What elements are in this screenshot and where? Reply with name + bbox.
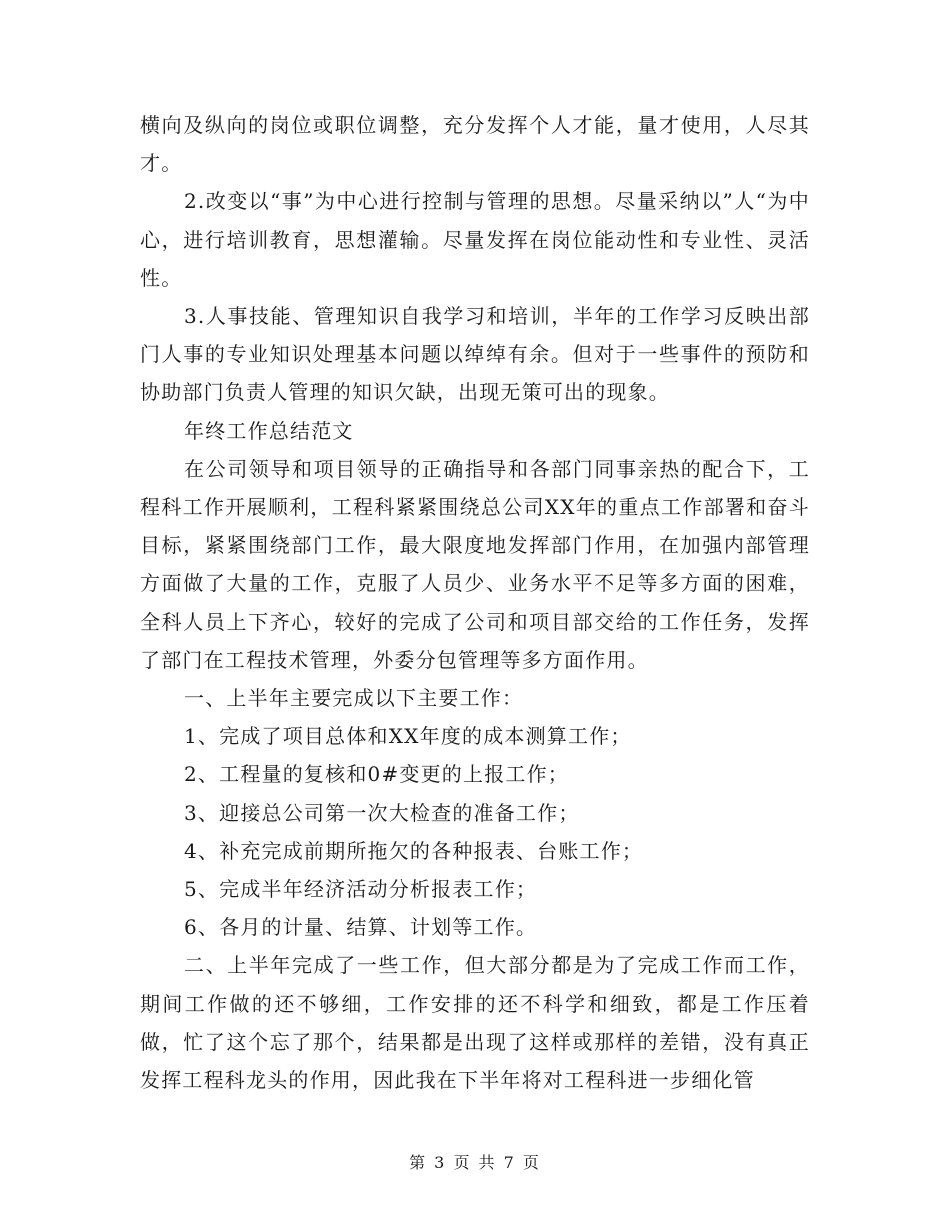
page-number-footer: 第 3 页 共 7 页 xyxy=(409,1153,541,1172)
paragraph-3: 3.人事技能、管理知识自我学习和培训，半年的工作学习反映出部门人事的专业知识处理基本问题以绰绰有余。但对于一些事件的预防和协助部门负责人管理的知识欠缺，出现无策可出的现象。 xyxy=(140,304,810,405)
list-item-2: 2、工程量的复核和0#变更的上报工作； xyxy=(184,762,570,787)
list-item-4: 4、补充完成前期所拖欠的各种报表、台账工作； xyxy=(184,838,644,863)
paragraph-1: 横向及纵向的岗位或职位调整，充分发挥个人才能，量才使用，人尽其才。 xyxy=(140,113,810,176)
list-item-1: 1、完成了项目总体和XX年度的成本测算工作； xyxy=(184,724,632,749)
section-heading-1: 一、上半年主要完成以下主要工作： xyxy=(184,686,524,711)
list-item-5: 5、完成半年经济活动分析报表工作； xyxy=(184,877,538,902)
section-title: 年终工作总结范文 xyxy=(184,418,354,443)
document-body xyxy=(140,106,810,1099)
paragraph-5: 在公司领导和项目领导的正确指导和各部门同事亲热的配合下，工程科工作开展顺利，工程科紧紧围绕总公司XX年的重点工作部署和奋斗目标，紧紧围绕部门工作，最大限度地发挥部门作用，在加强内部管理方面做了大量的工作，克服了人员少、业务水平不足等多方面的困难，全科人员上下齐心，较好的完成了公司和项目部交给的工作任务，发挥了部门在工程技术管理，外委分包管理等多方面作用。 xyxy=(140,456,810,672)
list-item-6: 6、各月的计量、结算、计划等工作。 xyxy=(184,915,538,940)
list-item-3: 3、迎接总公司第一次大检查的准备工作； xyxy=(184,800,580,825)
paragraph-2: 2.改变以“事”为中心进行控制与管理的思想。尽量采纳以”人“为中心，进行培训教育，思想灌输。尽量发挥在岗位能动性和专业性、灵活性。 xyxy=(140,189,810,290)
section-heading-2: 二、上半年完成了一些工作，但大部分都是为了完成工作而工作，期间工作做的还不够细，工作安排的还不科学和细致，都是工作压着做，忙了这个忘了那个，结果都是出现了这样或那样的差错，没有真正发挥工程科龙头的作用，因此我在下半年将对工程科进一步细化管 xyxy=(140,953,810,1093)
